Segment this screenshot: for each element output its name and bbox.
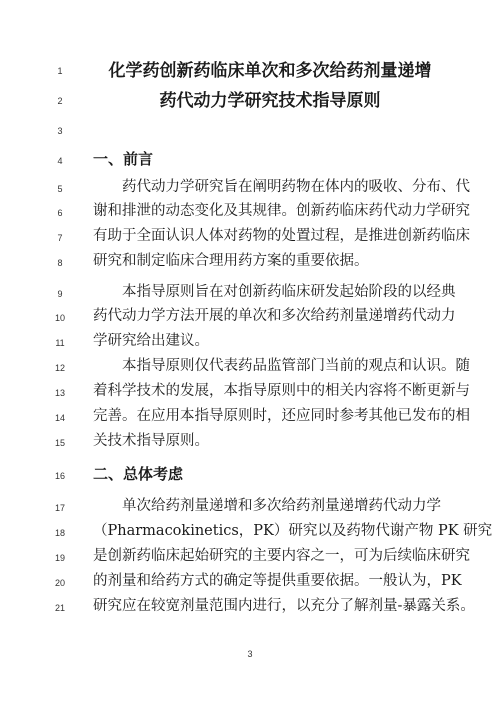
line-number: 20 bbox=[54, 578, 65, 588]
body-text-line: 学研究给出建议。 bbox=[93, 333, 209, 349]
line-number: 12 bbox=[54, 363, 65, 373]
line-number: 15 bbox=[54, 438, 65, 448]
body-text-line: 着科学技术的发展，本指导原则中的相关内容将不断更新与 bbox=[93, 383, 470, 399]
page-number: 3 bbox=[247, 649, 253, 659]
body-text-line: （Pharmacokinetics，PK）研究以及药物代谢产物 PK 研究 bbox=[93, 523, 493, 539]
body-text-line: 研究应在较宽剂量范围内进行，以充分了解剂量-暴露关系。 bbox=[93, 598, 475, 614]
body-text-line: 是创新药临床起始研究的主要内容之一，可为后续临床研究 bbox=[93, 548, 470, 564]
line-number: 2 bbox=[57, 96, 63, 106]
line-number: 14 bbox=[54, 413, 65, 423]
line-number: 1 bbox=[57, 66, 63, 76]
line-number: 21 bbox=[54, 603, 65, 613]
body-text-line: 单次给药剂量递增和多次给药剂量递增药代动力学 bbox=[122, 498, 441, 514]
body-text-line: 的剂量和给药方式的确定等提供重要依据。一般认为，PK bbox=[93, 573, 462, 589]
line-number: 6 bbox=[57, 208, 63, 218]
doc-title-line-1: 化学药创新药临床单次和多次给药剂量递增 bbox=[108, 61, 432, 81]
body-text-line: 关技术指导原则。 bbox=[93, 433, 209, 449]
line-number: 10 bbox=[54, 313, 65, 323]
doc-title-line-2: 药代动力学研究技术指导原则 bbox=[159, 91, 381, 111]
line-number: 9 bbox=[57, 289, 63, 299]
body-text-line: 谢和排泄的动态变化及其规律。创新药临床药代动力学研究 bbox=[93, 203, 470, 219]
line-number: 16 bbox=[54, 471, 65, 481]
section-heading-general-considerations: 二、总体考虑 bbox=[93, 465, 184, 483]
line-number: 13 bbox=[54, 388, 65, 398]
line-number: 18 bbox=[54, 528, 65, 538]
line-number: 5 bbox=[57, 184, 63, 194]
line-number: 3 bbox=[57, 126, 63, 136]
line-number: 4 bbox=[57, 156, 63, 166]
body-text-line: 有助于全面认识人体对药物的处置过程，是推进创新药临床 bbox=[93, 228, 470, 244]
body-text-line: 完善。在应用本指导原则时，还应同时参考其他已发布的相 bbox=[93, 408, 470, 424]
line-number: 11 bbox=[55, 338, 65, 348]
line-number: 17 bbox=[54, 503, 65, 513]
body-text-line: 药代动力学研究旨在阐明药物在体内的吸收、分布、代 bbox=[122, 179, 470, 195]
body-text-line: 药代动力学方法开展的单次和多次给药剂量递增药代动力 bbox=[93, 308, 456, 324]
line-number: 8 bbox=[57, 258, 63, 268]
body-text-line: 本指导原则旨在对创新药临床研发起始阶段的以经典 bbox=[122, 284, 456, 300]
section-heading-preface: 一、前言 bbox=[93, 150, 154, 168]
line-number: 19 bbox=[54, 553, 65, 563]
line-number: 7 bbox=[57, 233, 63, 243]
body-text-line: 研究和制定临床合理用药方案的重要依据。 bbox=[93, 253, 369, 269]
body-text-line: 本指导原则仅代表药品监管部门当前的观点和认识。随 bbox=[122, 358, 470, 374]
